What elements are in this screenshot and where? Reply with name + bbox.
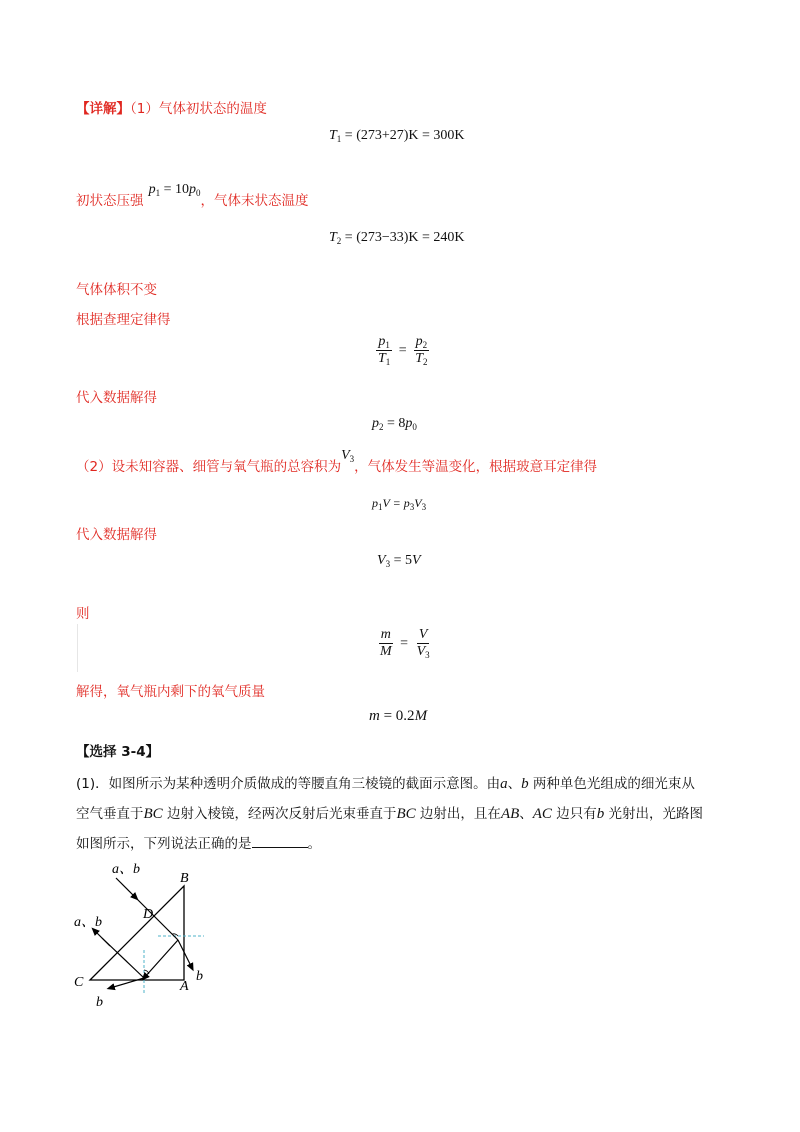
p0-sub: 0 xyxy=(196,188,201,198)
equation-mass-ratio: $\frac{m}{M}$ = $\frac{V}{V_3}$ xyxy=(380,627,430,660)
question-1 xyxy=(76,769,736,859)
eq-p2-mid: = 8 xyxy=(383,416,406,431)
boyle-V3-sub: 3 xyxy=(421,502,427,512)
equation-p2 xyxy=(372,416,417,432)
boyle-V3: V xyxy=(414,496,422,510)
substitute-text-1: 代入数据解得 xyxy=(76,390,157,406)
mass-M: M xyxy=(380,644,392,659)
solution-bracket: 【详解】 xyxy=(76,101,130,117)
margin-rule xyxy=(77,624,78,672)
part2-text-a: （2）设未知容器、细管与氧气瓶的总容积为 xyxy=(76,459,342,475)
frac-V-V3 xyxy=(415,627,432,660)
init-pressure-label: 初状态压强 xyxy=(76,193,144,209)
equation-V3 xyxy=(377,553,421,569)
q1-l2-a: 空气垂直于 xyxy=(76,806,144,822)
label-B: B xyxy=(180,871,189,886)
eq-V3-V: V xyxy=(411,553,421,568)
eq-p2-p0: p xyxy=(405,416,413,431)
prism-triangle xyxy=(90,886,184,980)
q1-a: a xyxy=(500,776,508,792)
p1-sub: 1 xyxy=(155,188,161,198)
frac-p1-T1 xyxy=(376,334,392,367)
equation-boyle xyxy=(372,496,426,511)
eq-p2-p0-sub: 0 xyxy=(412,422,417,432)
equation-T1 xyxy=(329,128,465,144)
q1-b: b xyxy=(521,776,529,792)
question-1-line-1 xyxy=(76,769,736,799)
eq-T1-rhs: = (273+27)K = 300K xyxy=(341,128,465,143)
part1-intro: （1）气体初状态的温度 xyxy=(130,101,267,117)
q1-text-b: 两种单色光组成的细光束从 xyxy=(528,776,695,792)
eq-T2-rhs: = (273−33)K = 240K xyxy=(341,230,465,245)
q1-l2-d: 、 xyxy=(519,806,533,822)
solve-mass-text: 解得，氧气瓶内剩下的氧气质量 xyxy=(76,684,265,700)
eq-V3-sub: 3 xyxy=(385,559,391,569)
part2-text-b: ，气体发生等温变化，根据玻意耳定律得 xyxy=(354,459,598,475)
q1-BC: BC xyxy=(143,806,163,822)
mass-V3: V xyxy=(416,644,426,659)
q1-l2-b: 边射入棱镜，经两次反射后光束垂直于 xyxy=(162,806,397,822)
boyle-p3-sub: 3 xyxy=(409,502,415,512)
frac-m-M xyxy=(378,627,394,660)
boyle-V: V = xyxy=(382,496,404,510)
mass-V: V xyxy=(418,627,428,642)
v3-symbol xyxy=(341,448,354,463)
v3-sub: 3 xyxy=(349,454,355,464)
q1-l2-c: 边射出，且在 xyxy=(415,806,501,822)
charles-law-text: 根据查理定律得 xyxy=(76,312,171,328)
eq-T2-sub: 2 xyxy=(336,236,342,246)
q1-l2-f: 光射出，光路图 xyxy=(604,806,704,822)
solution-heading xyxy=(76,100,267,117)
eq-p1 xyxy=(149,182,201,197)
eq-V3-lhs: V xyxy=(377,553,386,568)
label-C: C xyxy=(74,975,84,990)
eq-m-rhs: = 0.2 xyxy=(379,708,415,724)
ray-b-exit-right xyxy=(178,940,192,968)
ratio-p1-sub: 1 xyxy=(385,340,390,350)
answer-blank[interactable] xyxy=(252,835,308,848)
question-1-line-2 xyxy=(76,799,736,829)
q1-AB: AB xyxy=(500,806,520,822)
eq-m-M: M xyxy=(414,708,428,724)
final-temp-label: ，气体末状态温度 xyxy=(200,193,309,209)
boyle-p1-sub: 1 xyxy=(378,502,383,512)
v3-sym: V xyxy=(341,448,350,463)
q1-l2-e: 边只有 xyxy=(551,806,597,822)
label-A: A xyxy=(180,979,189,994)
ratio-T1: T xyxy=(378,351,386,366)
q1-end: 。 xyxy=(307,836,321,852)
q1-AC: AC xyxy=(532,806,552,822)
ratio-p1: p xyxy=(378,334,386,349)
volume-constant-text: 气体体积不变 xyxy=(76,282,157,298)
ratio-T1-sub: 1 xyxy=(385,357,391,367)
q1-sep: 、 xyxy=(507,776,522,792)
mass-V3-sub: 3 xyxy=(425,650,430,660)
equation-m xyxy=(369,708,427,725)
label-b-bottom: b xyxy=(96,995,103,1010)
boyle-p1: p xyxy=(372,496,378,510)
equation-T2 xyxy=(329,230,465,246)
ratio-T2: T xyxy=(415,351,423,366)
ray-reflect-down xyxy=(144,940,178,978)
eq-m-lhs: m xyxy=(369,708,380,724)
q1-BC2: BC xyxy=(396,806,416,822)
ray-exit-left xyxy=(94,930,110,946)
q1-text-a: (1)．如图所示为某种透明介质做成的等腰直角三棱镜的截面示意图。由 xyxy=(76,776,501,792)
p1-rhs: = 10 xyxy=(160,182,189,197)
eq-T1-lhs: T xyxy=(329,128,337,143)
eq-T2-lhs: T xyxy=(329,230,337,245)
prism-diagram xyxy=(60,858,230,1018)
eq-p2-sub: 2 xyxy=(379,422,384,432)
ratio-p2: p xyxy=(415,334,423,349)
ratio-p2-sub: 2 xyxy=(422,340,428,350)
frac-p2-T2 xyxy=(413,334,429,367)
eq-p2-lhs: p xyxy=(372,416,379,431)
part2-line xyxy=(76,448,598,476)
p0-sym: p xyxy=(189,182,196,197)
q1-l3: 如图所示，下列说法正确的是 xyxy=(76,836,252,852)
substitute-text-2: 代入数据解得 xyxy=(76,527,157,543)
ray-top-incoming xyxy=(116,878,136,898)
section-title: 【选择 3-4】 xyxy=(76,744,160,760)
ratio-T2-sub: 2 xyxy=(423,357,428,367)
eq-V3-rhs: = 5 xyxy=(390,553,412,568)
q1-b2: b xyxy=(596,806,605,822)
equation-ratio: $\frac{p_1}{T_1}$ = $\frac{p_2}{T_2}$ xyxy=(378,334,428,367)
mass-m: m xyxy=(380,627,391,642)
initial-pressure-line xyxy=(76,182,309,210)
eq-T1-sub: 1 xyxy=(336,134,342,144)
then-text: 则 xyxy=(76,606,90,622)
label-D: D xyxy=(143,907,154,922)
label-b-right: b xyxy=(196,969,203,984)
boyle-p3: p xyxy=(403,496,410,510)
label-ab-left: a、b xyxy=(74,915,102,930)
question-1-line-3 xyxy=(76,829,736,859)
label-ab-top: a、b xyxy=(112,862,140,877)
p1-sym: p xyxy=(148,182,156,197)
